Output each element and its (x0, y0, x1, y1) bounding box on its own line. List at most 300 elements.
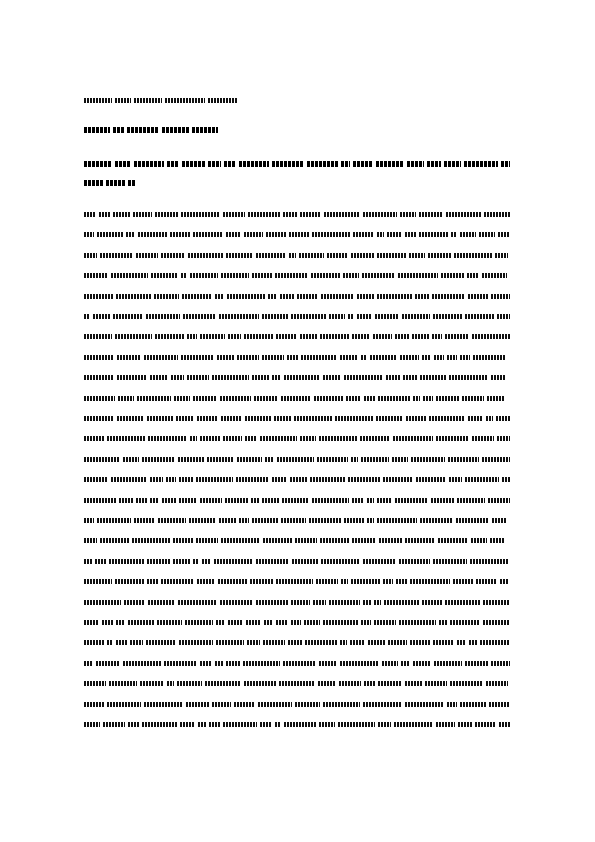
text-word (84, 416, 114, 421)
text-word (97, 232, 123, 237)
body-line (84, 661, 510, 667)
text-word (117, 375, 147, 380)
text-word (275, 722, 281, 727)
text-word (118, 396, 134, 401)
text-word (353, 161, 373, 167)
text-word (138, 232, 167, 237)
text-word (335, 416, 373, 421)
text-word (458, 722, 472, 727)
text-word (84, 661, 93, 666)
text-word (84, 681, 106, 686)
text-word (367, 518, 374, 523)
text-word (363, 212, 397, 217)
text-word (193, 396, 217, 401)
text-word (317, 457, 348, 462)
text-word (436, 396, 459, 401)
body-line (84, 436, 510, 442)
text-word (133, 212, 152, 217)
text-word (111, 273, 148, 278)
text-word (361, 620, 371, 625)
text-word (420, 375, 446, 380)
text-word (166, 477, 176, 482)
text-word (436, 722, 455, 727)
text-word (428, 253, 451, 258)
text-word (312, 498, 349, 503)
text-word (200, 661, 212, 666)
text-word (367, 498, 374, 503)
text-word (266, 232, 286, 237)
text-word (378, 681, 402, 686)
text-word (84, 702, 104, 707)
text-word (212, 702, 231, 707)
text-word (193, 559, 199, 564)
text-word (341, 161, 350, 167)
text-word (193, 232, 223, 237)
text-word (489, 702, 510, 707)
text-word (136, 253, 158, 258)
text-word (252, 375, 269, 380)
text-word (498, 232, 510, 237)
text-word (394, 722, 433, 727)
text-word (465, 314, 494, 319)
text-word (373, 334, 392, 339)
text-word (361, 457, 389, 462)
text-word (343, 273, 359, 278)
text-word (167, 161, 179, 167)
text-word (228, 620, 243, 625)
text-word (374, 600, 381, 605)
text-word (216, 640, 244, 645)
text-word (396, 579, 407, 584)
body-line (84, 355, 510, 361)
text-word (212, 375, 249, 380)
text-word (287, 355, 298, 360)
text-word (182, 161, 205, 167)
text-word (107, 436, 145, 441)
text-word (429, 416, 465, 421)
text-word (281, 518, 306, 523)
body-line (84, 416, 510, 422)
text-word (499, 722, 510, 727)
text-word (432, 294, 465, 299)
text-word (134, 161, 164, 167)
text-word (236, 477, 269, 482)
text-word (352, 538, 376, 543)
text-word (115, 98, 131, 103)
text-word (487, 396, 505, 401)
text-word (319, 436, 357, 441)
text-word (136, 498, 147, 503)
text-word (378, 722, 391, 727)
text-word (181, 273, 187, 278)
text-word (413, 396, 420, 401)
text-word (245, 436, 257, 441)
text-word (425, 681, 447, 686)
text-word (480, 640, 510, 645)
text-word (116, 294, 151, 299)
text-word (292, 559, 318, 564)
text-word (260, 722, 272, 727)
text-word (338, 722, 375, 727)
text-word (377, 294, 412, 299)
text-word (313, 600, 326, 605)
text-word (312, 232, 350, 237)
text-word (146, 640, 176, 645)
text-word (288, 640, 302, 645)
text-word (179, 640, 213, 645)
text-word (383, 477, 413, 482)
text-word (274, 416, 291, 421)
text-word (374, 620, 396, 625)
text-word (488, 498, 510, 503)
text-word (226, 661, 240, 666)
text-word (221, 538, 260, 543)
text-word (107, 640, 113, 645)
text-word (276, 620, 288, 625)
text-word (84, 600, 121, 605)
text-word (260, 436, 297, 441)
text-word (471, 538, 487, 543)
text-word (353, 232, 374, 237)
text-word (208, 98, 237, 103)
text-word (432, 334, 442, 339)
text-word (262, 355, 284, 360)
text-word (219, 518, 236, 523)
text-word (123, 661, 161, 666)
text-word (323, 375, 341, 380)
text-word (364, 681, 375, 686)
text-word (183, 314, 216, 319)
text-word (348, 314, 354, 319)
text-word (447, 355, 457, 360)
text-word (490, 538, 505, 543)
text-word (84, 579, 112, 584)
text-word (177, 681, 202, 686)
text-word (319, 722, 335, 727)
text-word (364, 396, 375, 401)
text-word (239, 518, 249, 523)
text-word (228, 334, 241, 339)
text-word (151, 273, 178, 278)
text-word (411, 457, 445, 462)
text-word (290, 477, 307, 482)
text-word (84, 498, 116, 503)
text-word (403, 375, 417, 380)
text-word (400, 212, 416, 217)
header-line (84, 127, 218, 133)
text-word (117, 355, 141, 360)
text-word (449, 477, 462, 482)
text-word (476, 579, 497, 584)
text-word (223, 212, 245, 217)
text-word (386, 375, 400, 380)
text-word (454, 253, 492, 258)
text-word (446, 212, 481, 217)
text-word (323, 702, 360, 707)
text-word (157, 620, 182, 625)
text-word (410, 640, 430, 645)
text-word (187, 334, 197, 339)
text-word (220, 600, 253, 605)
text-word (84, 355, 114, 360)
text-word (387, 232, 402, 237)
text-word (154, 294, 179, 299)
text-word (482, 273, 507, 278)
text-word (434, 661, 462, 666)
text-word (319, 661, 337, 666)
text-word (84, 457, 120, 462)
text-word (208, 161, 221, 167)
text-word (377, 498, 392, 503)
text-word (401, 661, 410, 666)
body-line (84, 253, 510, 259)
text-word (300, 436, 316, 441)
text-word (226, 232, 241, 237)
text-word (256, 559, 289, 564)
text-word (305, 640, 337, 645)
text-word (392, 457, 408, 462)
text-word (340, 640, 347, 645)
text-word (279, 681, 315, 686)
text-word (352, 498, 364, 503)
text-word (214, 559, 253, 564)
text-word (93, 314, 110, 319)
text-word (457, 640, 466, 645)
text-word (379, 538, 402, 543)
text-word (357, 294, 374, 299)
text-word (340, 661, 379, 666)
text-word (84, 436, 104, 441)
text-word (217, 355, 234, 360)
text-word (234, 702, 255, 707)
text-word (161, 253, 185, 258)
text-word (173, 559, 190, 564)
text-word (470, 559, 509, 564)
text-word (173, 538, 193, 543)
text-word (377, 232, 384, 237)
text-word (99, 212, 110, 217)
text-word (377, 253, 406, 258)
text-word (186, 702, 209, 707)
text-word (465, 477, 499, 482)
text-word (117, 416, 144, 421)
text-word (352, 334, 370, 339)
text-word (284, 722, 316, 727)
text-word (192, 127, 218, 133)
text-word (468, 294, 488, 299)
text-word (395, 498, 428, 503)
text-word (383, 579, 393, 584)
text-word (378, 396, 410, 401)
text-word (276, 579, 313, 584)
text-word (320, 334, 349, 339)
text-word (237, 457, 262, 462)
text-word (84, 334, 112, 339)
text-word (150, 375, 168, 380)
text-word (150, 477, 163, 482)
text-word (344, 375, 383, 380)
text-word (289, 253, 296, 258)
text-word (320, 538, 349, 543)
text-word (256, 600, 288, 605)
text-word (399, 620, 436, 625)
text-word (252, 518, 278, 523)
text-word (420, 518, 453, 523)
text-word (189, 518, 216, 523)
text-word (314, 396, 343, 401)
text-word (262, 314, 288, 319)
text-word (277, 457, 314, 462)
text-word (362, 273, 395, 278)
text-word (202, 559, 211, 564)
text-word (178, 457, 204, 462)
text-word (115, 334, 152, 339)
text-word (223, 722, 257, 727)
body-line (84, 620, 510, 626)
text-word (415, 294, 429, 299)
text-word (200, 334, 225, 339)
text-word (405, 681, 422, 686)
text-word (84, 232, 94, 237)
body-line (84, 559, 510, 565)
text-word (144, 355, 178, 360)
text-word (329, 314, 345, 319)
body-line (84, 498, 510, 504)
text-word (295, 538, 317, 543)
text-word (165, 98, 205, 103)
text-word (300, 334, 317, 339)
body-line (84, 334, 510, 340)
text-word (84, 253, 97, 258)
text-word (244, 681, 276, 686)
text-word (84, 212, 96, 217)
text-word (262, 498, 279, 503)
body-line (84, 294, 510, 300)
text-word (388, 640, 407, 645)
text-word (351, 579, 380, 584)
text-word (84, 180, 103, 186)
text-word (84, 518, 94, 523)
text-word (128, 180, 136, 186)
text-word (299, 253, 324, 258)
text-word (264, 620, 273, 625)
text-word (207, 457, 234, 462)
text-word (188, 253, 223, 258)
text-word (444, 161, 461, 167)
text-word (100, 538, 129, 543)
text-word (111, 477, 147, 482)
text-word (473, 355, 505, 360)
text-word (468, 416, 483, 421)
text-word (377, 518, 417, 523)
text-word (198, 722, 206, 727)
text-word (395, 334, 409, 339)
text-word (284, 375, 320, 380)
text-word (291, 620, 301, 625)
text-word (167, 681, 174, 686)
text-word (469, 640, 477, 645)
text-word (407, 161, 424, 167)
text-word (357, 314, 372, 319)
text-word (209, 722, 220, 727)
text-word (243, 661, 280, 666)
text-word (456, 518, 489, 523)
text-word (102, 620, 113, 625)
text-word (422, 600, 442, 605)
text-word (475, 722, 496, 727)
text-word (465, 661, 488, 666)
text-word (144, 702, 183, 707)
body-line (84, 579, 510, 585)
body-line (84, 396, 510, 402)
text-word (321, 294, 354, 299)
text-word (405, 232, 416, 237)
text-word (318, 681, 336, 686)
body-line (84, 375, 510, 381)
text-word (200, 498, 222, 503)
text-word (116, 640, 127, 645)
text-word (351, 457, 358, 462)
text-word (150, 498, 159, 503)
text-word (179, 498, 197, 503)
text-word (492, 518, 506, 523)
text-word (398, 273, 438, 278)
body-line (84, 518, 510, 524)
text-word (103, 722, 125, 727)
text-word (162, 498, 176, 503)
text-word (190, 436, 197, 441)
body-line (84, 702, 510, 708)
text-word (246, 620, 261, 625)
text-word (453, 579, 473, 584)
text-word (405, 702, 444, 707)
text-word (482, 457, 510, 462)
text-word (142, 457, 175, 462)
text-word (409, 253, 425, 258)
text-word (462, 396, 484, 401)
text-word (137, 396, 171, 401)
text-word (115, 579, 144, 584)
text-word (451, 232, 457, 237)
text-word (450, 620, 480, 625)
text-word (436, 436, 469, 441)
text-word (363, 600, 371, 605)
text-word (84, 314, 90, 319)
text-word (197, 416, 218, 421)
text-word (250, 579, 273, 584)
text-word (495, 253, 508, 258)
text-word (196, 477, 233, 482)
text-word (218, 579, 247, 584)
text-word (248, 212, 280, 217)
text-word (115, 161, 131, 167)
body-line (84, 681, 510, 687)
text-word (382, 661, 398, 666)
text-word (84, 559, 92, 564)
text-word (252, 273, 272, 278)
body-line (84, 722, 510, 728)
text-word (323, 620, 358, 625)
text-word (405, 538, 435, 543)
text-word (272, 375, 281, 380)
text-word (197, 579, 215, 584)
text-word (244, 232, 263, 237)
text-word (244, 334, 273, 339)
text-word (200, 436, 220, 441)
text-word (272, 161, 304, 167)
text-word (226, 253, 253, 258)
text-word (406, 416, 426, 421)
